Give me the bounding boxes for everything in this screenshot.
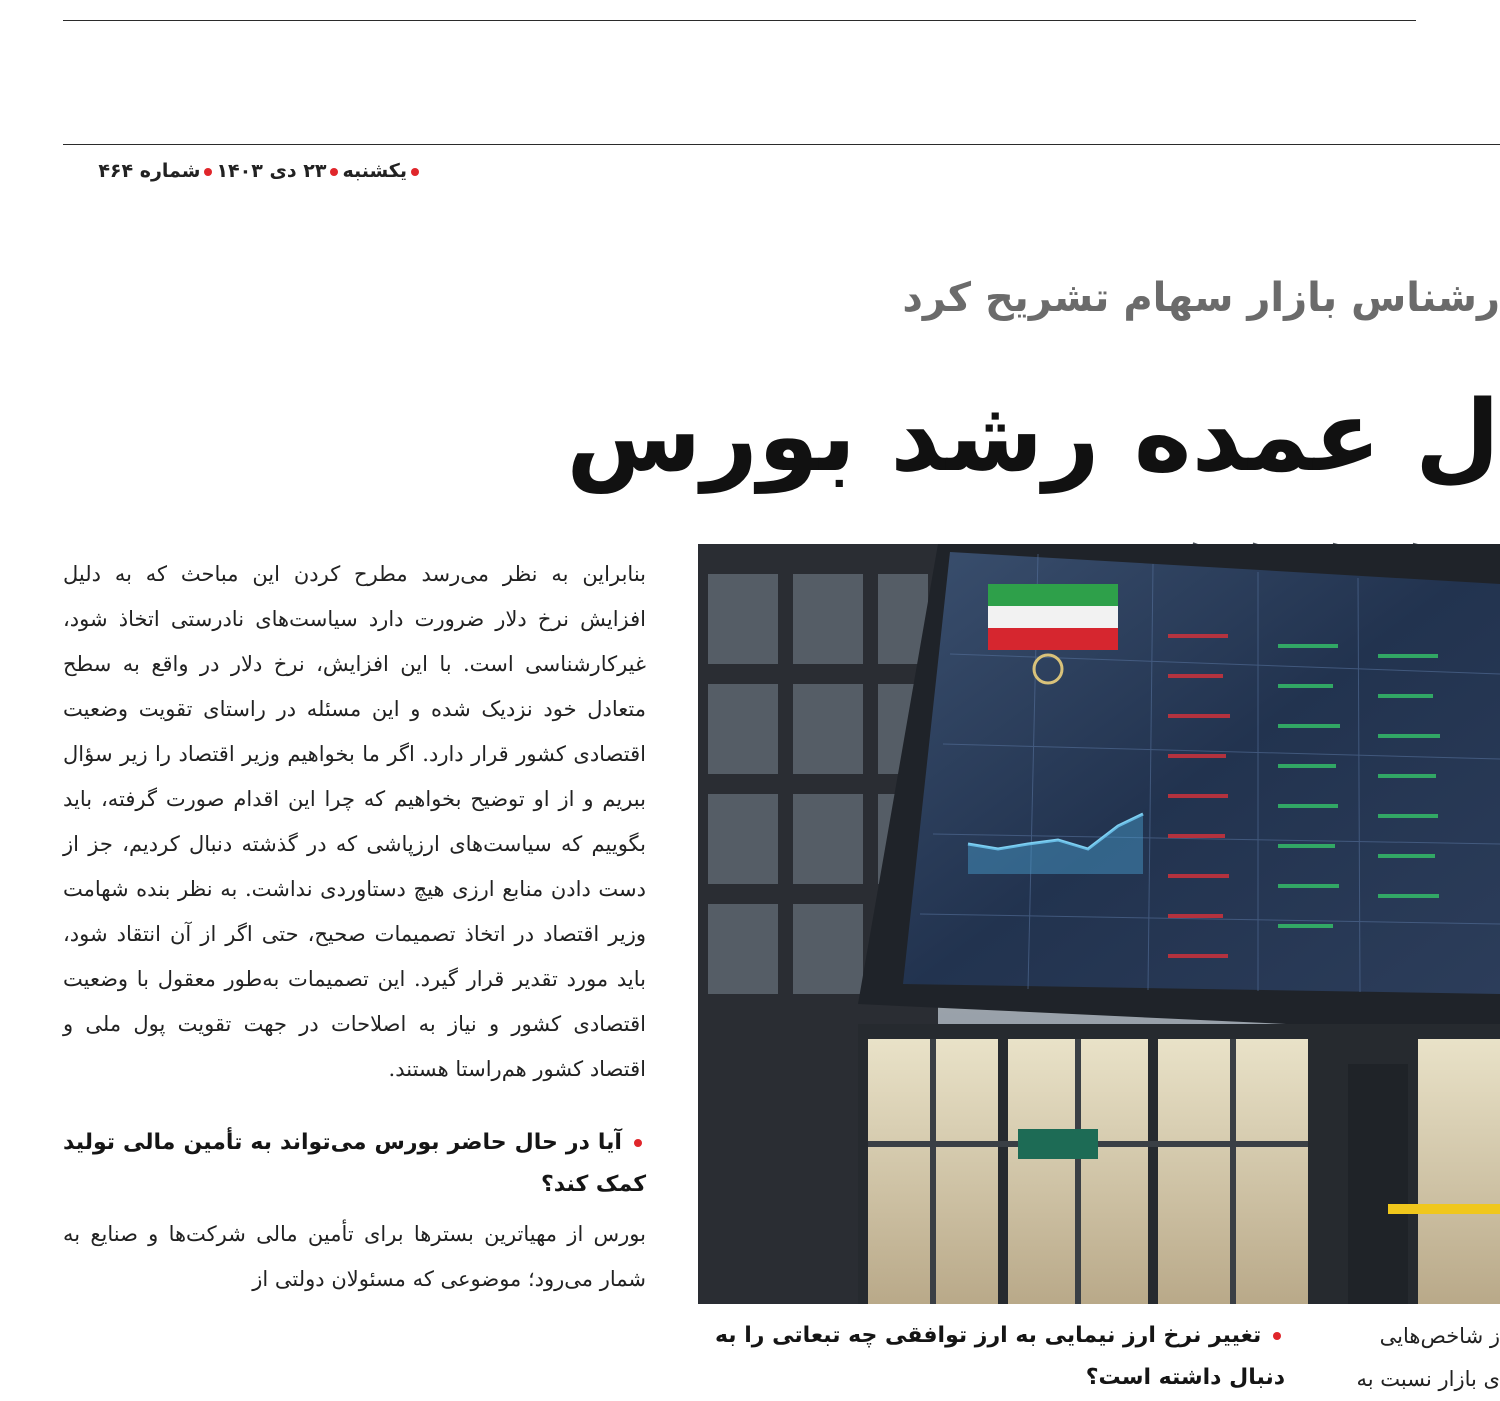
article-kicker: رشناس بازار سهام تشریح کرد — [902, 275, 1500, 321]
bullet-dot-icon — [411, 168, 419, 176]
next-column-fragment — [1338, 1315, 1500, 1401]
answer-paragraph: بورس از مهیاترین بسترها برای تأمین مالی شرکت‌ها و صنایع به شمار می‌رود؛ موضوعی که مسئولان دولتی از — [63, 1222, 646, 1291]
body-paragraph: بنابراین به نظر می‌رسد مطرح کردن این مباحث که به دلیل افزایش نرخ دلار ضرورت دارد سیاست‌های نادرستی اتخاذ شود، غیرکارشناسی است. با این افزایش، نرخ دلار در واقع به سطح متعادل خود نزدیک شده و این مسئله در راستای تقویت وضعیت اقتصادی کشور قرار دارد. اگر ما بخواهیم وزیر اقتصاد را زیر سؤال ببریم و از او توضیح بخواهیم که چرا این اقدام صورت گرفته، باید بگوییم که سیاست‌های ارزپاشی که در گذشته دنبال کردیم، جز از دست دادن منابع ارزی هیچ دستاوردی نداشت. به نظر بنده شهامت وزیر اقتصاد در اتخاذ تصمیمات صحیح، حتی اگر از آن انتقاد شود، باید مورد تقدیر قرار گیرد. این تصمیمات به‌طور معقول با وضعیت اقتصادی کشور و نیاز به اصلاحات در جهت تقویت پول ملی و اقتصاد کشور هم‌راستا هستند. — [63, 562, 646, 1081]
stock-exchange-photo — [698, 544, 1500, 1304]
bullet-dot-icon — [1273, 1332, 1281, 1340]
bullet-dot-icon — [330, 168, 338, 176]
dateline — [63, 157, 423, 185]
fragment-line: ی بازار نسبت به — [1356, 1367, 1500, 1391]
question-text: آیا در حال حاضر بورس می‌تواند به تأمین مالی تولید کمک کند؟ — [63, 1130, 646, 1197]
article-headline: ل عمده رشد بورس — [566, 380, 1500, 494]
question-2-text: تغییر نرخ ارز نیمایی به ارز توافقی چه تبعاتی را به دنبال داشته است؟ — [714, 1323, 1285, 1390]
article-body-column — [63, 552, 646, 1302]
interview-question — [63, 1122, 646, 1206]
header-rule — [63, 144, 1500, 145]
bullet-dot-icon — [204, 168, 212, 176]
fragment-line: ز شاخص‌هایی — [1379, 1324, 1500, 1348]
dateline-date: ۲۳ دی ۱۴۰۳ — [216, 160, 327, 182]
dateline-issue: شماره ۴۶۴ — [98, 160, 201, 182]
interview-question-2 — [700, 1315, 1285, 1399]
stock-exchange-illustration — [698, 544, 1500, 1304]
bullet-dot-icon — [634, 1139, 642, 1147]
top-rule — [63, 20, 1416, 21]
dateline-day: یکشنبه — [342, 160, 407, 182]
